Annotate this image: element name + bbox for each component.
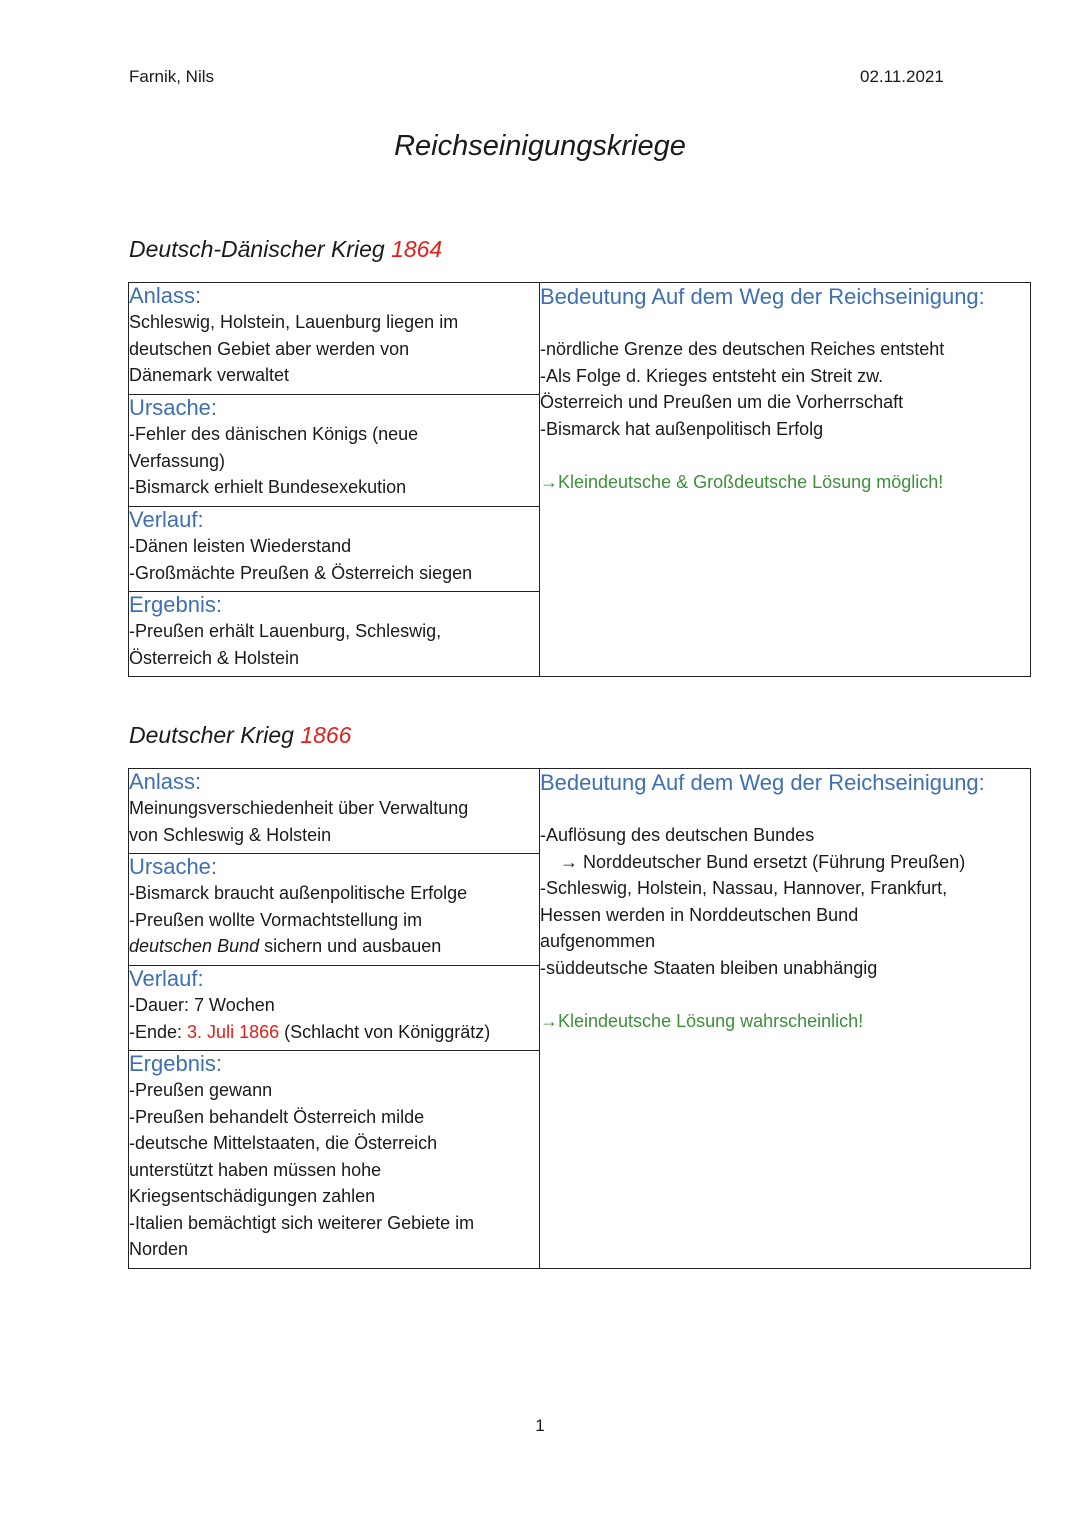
- anlass-label: Anlass:: [129, 769, 202, 794]
- anlass-label: Anlass:: [129, 283, 202, 308]
- ergebnis-label: Ergebnis:: [129, 592, 222, 617]
- bedeutung-line: Österreich und Preußen um die Vorherrschaft: [540, 392, 904, 412]
- section-heading-text: Deutscher Krieg: [129, 722, 294, 748]
- section-year: 1866: [300, 722, 352, 748]
- anlass-line: Meinungsverschiedenheit über Verwaltung: [129, 798, 469, 818]
- ergebnis-line: -Preußen behandelt Österreich milde: [129, 1106, 425, 1127]
- bedeutung-line: -Als Folge d. Krieges entsteht ein Streit zw.: [540, 365, 884, 386]
- ergebnis-line: -Italien bemächtigt sich weiterer Gebiete im: [129, 1212, 475, 1233]
- ursache-line: -Bismarck erhielt Bundesexekution: [129, 477, 407, 497]
- ergebnis-line: -Preußen erhält Lauenburg, Schleswig,: [129, 621, 442, 641]
- bedeutung-line: -Schleswig, Holstein, Nassau, Hannover, Frankfurt,: [540, 878, 948, 898]
- bedeutung-line: -Auflösung des deutschen Bundes: [540, 825, 815, 845]
- ursache-line: -Fehler des dänischen Königs (neue: [129, 424, 419, 444]
- ursache-label: Ursache:: [129, 395, 218, 420]
- ursache-line-mixed: [129, 933, 539, 960]
- anlass-line: deutschen Gebiet aber werden von: [129, 338, 410, 359]
- conclusion-text: →Kleindeutsche & Großdeutsche Lösung möglich!: [540, 471, 944, 492]
- ursache-line: -Preußen wollte Vormachtstellung im: [129, 909, 423, 930]
- war-table-1866: [128, 768, 1031, 1269]
- document-date: 02.11.2021: [860, 67, 944, 86]
- ergebnis-line: -deutsche Mittelstaaten, die Österreich: [129, 1133, 438, 1153]
- verlauf-line: -Großmächte Preußen & Österreich siegen: [129, 562, 473, 583]
- anlass-line: von Schleswig & Holstein: [129, 824, 332, 845]
- ursache-label: Ursache:: [129, 854, 218, 879]
- ergebnis-line: Kriegsentschädigungen zahlen: [129, 1186, 376, 1206]
- bedeutung-cell: [540, 769, 1031, 1269]
- verlauf-label: Verlauf:: [129, 966, 204, 991]
- ursache-line: -Bismarck braucht außenpolitische Erfolge: [129, 883, 468, 903]
- verlauf-label: Verlauf:: [129, 507, 204, 532]
- spacer: [540, 442, 1030, 469]
- verlauf-ende-date: 3. Juli 1866: [187, 1021, 280, 1042]
- verlauf-ende-prefix: -Ende:: [129, 1021, 188, 1042]
- ergebnis-label: Ergebnis:: [129, 1051, 222, 1076]
- bedeutung-line: -Bismarck hat außenpolitisch Erfolg: [540, 418, 824, 439]
- ergebnis-line: -Preußen gewann: [129, 1080, 273, 1100]
- section-heading-1864: [129, 236, 442, 263]
- bedeutung-label: Bedeutung Auf dem Weg der Reichseinigung:: [540, 284, 985, 309]
- ergebnis-line: unterstützt haben müssen hohe: [129, 1159, 382, 1180]
- anlass-cell: [129, 283, 540, 395]
- conclusion-text: →Kleindeutsche Lösung wahrscheinlich!: [540, 1010, 864, 1031]
- ergebnis-line: Norden: [129, 1239, 189, 1259]
- bedeutung-label: Bedeutung Auf dem Weg der Reichseinigung:: [540, 770, 985, 795]
- verlauf-line: -Dauer: 7 Wochen: [129, 995, 275, 1015]
- author-name: Farnik, Nils: [129, 67, 215, 86]
- ursache-cell: [129, 854, 540, 966]
- bedeutung-line: → Norddeutscher Bund ersetzt (Führung Preußen): [560, 851, 966, 872]
- bedeutung-cell: [540, 283, 1031, 677]
- verlauf-ende-line: [129, 1019, 539, 1046]
- ursache-italic-text: deutschen Bund: [129, 936, 260, 956]
- section-year: 1864: [391, 236, 443, 262]
- spacer: [540, 981, 1030, 1008]
- ursache-line: Verfassung): [129, 450, 226, 471]
- page-title: Reichseinigungskriege: [394, 130, 686, 162]
- anlass-line: Schleswig, Holstein, Lauenburg liegen im: [129, 312, 459, 332]
- ursache-cell: [129, 395, 540, 507]
- ergebnis-cell: [129, 1051, 540, 1269]
- ergebnis-cell: [129, 592, 540, 677]
- verlauf-cell: [129, 966, 540, 1051]
- section-heading-text: Deutsch-Dänischer Krieg: [129, 236, 385, 262]
- bedeutung-line: -süddeutsche Staaten bleiben unabhängig: [540, 957, 878, 978]
- bedeutung-line: -nördliche Grenze des deutschen Reiches entsteht: [540, 339, 945, 359]
- verlauf-ende-suffix: (Schlacht von Königgrätz): [279, 1021, 491, 1042]
- verlauf-cell: [129, 507, 540, 592]
- anlass-cell: [129, 769, 540, 854]
- verlauf-line: -Dänen leisten Wiederstand: [129, 536, 352, 556]
- ursache-rest-text: sichern und ausbauen: [259, 936, 442, 956]
- bedeutung-line: aufgenommen: [540, 931, 656, 951]
- war-table-1864: [128, 282, 1031, 677]
- anlass-line: Dänemark verwaltet: [129, 365, 290, 385]
- ergebnis-line: Österreich & Holstein: [129, 647, 300, 668]
- section-heading-1866: [129, 722, 351, 749]
- page-number: 1: [535, 1416, 545, 1435]
- bedeutung-line: Hessen werden in Norddeutschen Bund: [540, 904, 859, 925]
